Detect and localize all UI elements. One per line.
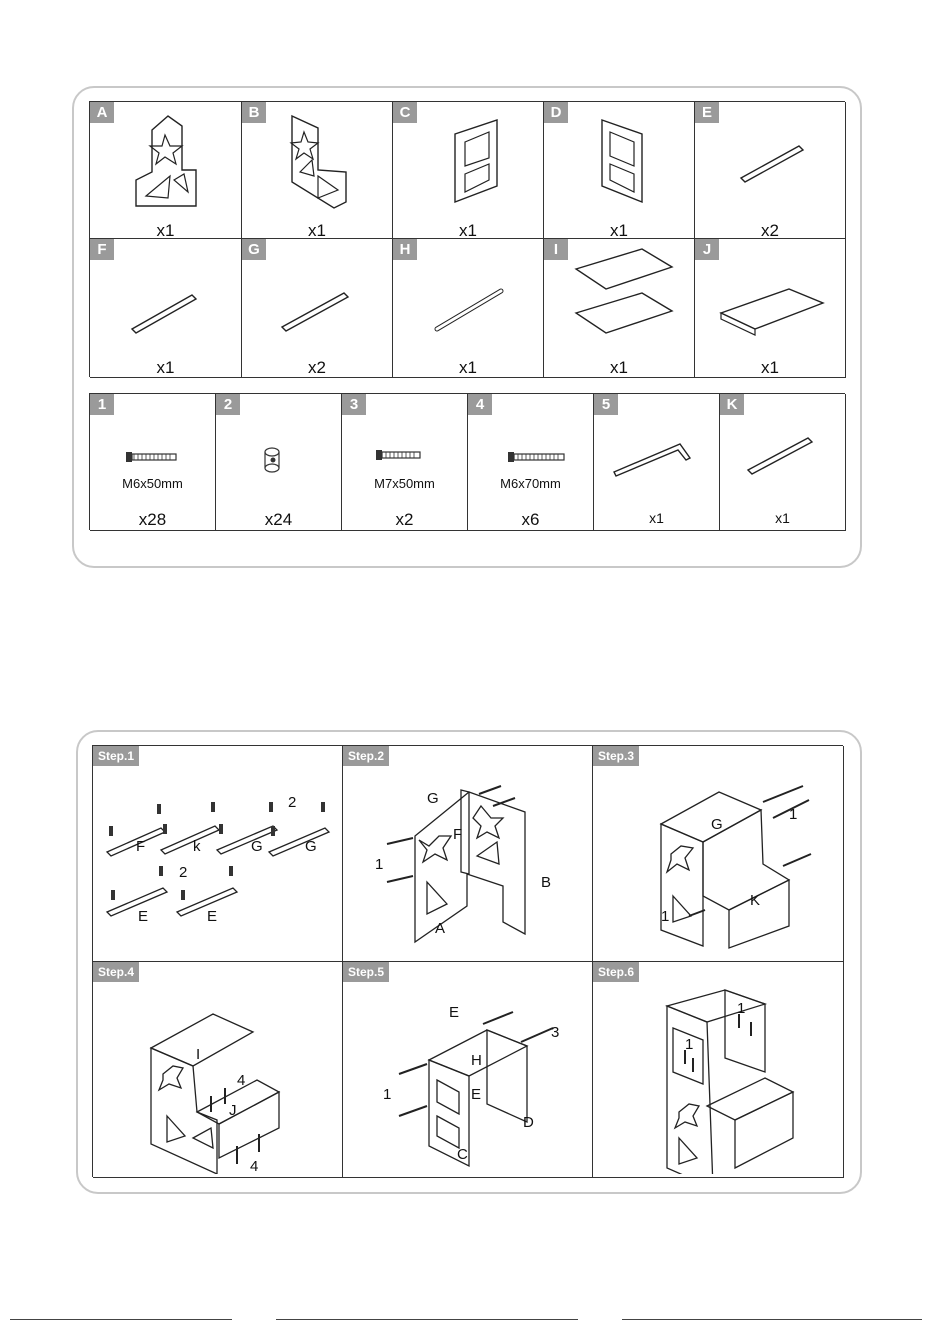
part-letter: J (695, 239, 719, 260)
hardware-grid (89, 393, 845, 530)
long-bolt-icon (468, 444, 594, 468)
part-qty: x1 (761, 358, 779, 377)
board-j-illustration (695, 251, 846, 361)
hardware-cell-1 (90, 394, 216, 531)
part-cell-b (242, 102, 393, 239)
hardware-qty: x6 (521, 510, 540, 529)
part-qty: x1 (156, 358, 175, 377)
steps-grid (92, 745, 843, 1177)
step-cell-5 (343, 962, 593, 1178)
step-label: H (471, 1052, 482, 1069)
hardware-cell-4 (468, 394, 594, 531)
end-panel-d-illustration (544, 110, 695, 220)
part-cell-f (90, 239, 242, 378)
part-letter: H (393, 239, 417, 260)
step-title: Step.1 (93, 746, 139, 766)
step-label: I (196, 1046, 201, 1063)
dowel-h-illustration (393, 251, 544, 361)
screw-icon (342, 442, 468, 466)
step-label: 4 (237, 1072, 246, 1089)
step-6-diagram (593, 988, 844, 1174)
step-label: 1 (737, 1000, 746, 1017)
hardware-cell-5 (594, 394, 720, 531)
part-letter: F (90, 239, 114, 260)
hardware-id: 3 (342, 394, 366, 415)
part-cell-e (695, 102, 846, 239)
rail-k-icon (720, 430, 846, 480)
part-qty: x1 (308, 221, 326, 240)
step-5-diagram (343, 988, 593, 1174)
step-label: C (457, 1146, 468, 1163)
part-qty: x1 (156, 221, 175, 240)
step-label: 1 (685, 1036, 694, 1053)
step-label: E (207, 908, 218, 925)
step-label: k (193, 838, 201, 855)
step-label: B (541, 874, 552, 891)
hardware-qty: x1 (649, 510, 664, 526)
step-title: Step.3 (593, 746, 639, 766)
step-label: F (136, 838, 146, 855)
step-label: G (305, 838, 317, 855)
step-1-diagram (93, 776, 343, 956)
step-label: 4 (250, 1158, 259, 1175)
part-qty: x1 (459, 358, 477, 377)
hardware-cell-3 (342, 394, 468, 531)
part-letter: G (242, 239, 266, 260)
step-cell-1 (93, 746, 343, 962)
step-label: A (435, 920, 446, 937)
step-label: K (750, 892, 761, 909)
step-title: Step.2 (343, 746, 389, 766)
step-label: 1 (383, 1086, 392, 1103)
hardware-qty: x2 (395, 510, 414, 529)
step-title: Step.4 (93, 962, 139, 982)
step-label: 3 (551, 1024, 560, 1041)
step-label: 1 (661, 908, 670, 925)
hardware-qty: x24 (264, 510, 293, 529)
step-3-diagram (593, 776, 844, 956)
rail-g-illustration (242, 251, 393, 361)
step-label: F (453, 826, 463, 843)
side-panel-a-illustration (90, 110, 242, 220)
boards-i-illustration (544, 241, 695, 357)
hardware-id: 4 (468, 394, 492, 415)
part-cell-h (393, 239, 544, 378)
part-qty: x1 (610, 358, 628, 377)
step-cell-2 (343, 746, 593, 962)
hardware-qty: x28 (138, 510, 167, 529)
step-cell-6 (593, 962, 844, 1178)
part-cell-c (393, 102, 544, 239)
footer-rule (10, 1319, 232, 1320)
step-label: E (471, 1086, 482, 1103)
step-title: Step.6 (593, 962, 639, 982)
hardware-spec: M6x70mm (500, 476, 561, 491)
step-title: Step.5 (343, 962, 389, 982)
hardware-id: 1 (90, 394, 114, 415)
step-label: E (138, 908, 149, 925)
hardware-qty: x1 (775, 510, 790, 526)
part-qty: x2 (761, 221, 779, 240)
part-letter: D (544, 102, 568, 123)
footer-rule (276, 1319, 578, 1320)
side-panel-b-illustration (242, 110, 393, 220)
hardware-id: K (720, 394, 744, 415)
step-label: G (251, 838, 263, 855)
rail-f-illustration (90, 251, 242, 361)
hardware-id: 2 (216, 394, 240, 415)
bolt-icon (90, 444, 216, 468)
step-label: 1 (789, 806, 798, 823)
hardware-cell-k (720, 394, 846, 531)
hardware-spec: M7x50mm (374, 476, 435, 491)
part-letter: C (393, 102, 417, 123)
step-label: D (523, 1114, 534, 1131)
hardware-cell-2 (216, 394, 342, 531)
part-cell-a (90, 102, 242, 239)
step-cell-4 (93, 962, 343, 1178)
rail-e-illustration (695, 110, 846, 220)
footer-rule (622, 1319, 922, 1320)
barrel-nut-icon (216, 444, 342, 474)
part-cell-d (544, 102, 695, 239)
hardware-spec: M6x50mm (122, 476, 183, 491)
end-panel-c-illustration (393, 110, 544, 220)
part-letter: E (695, 102, 719, 123)
step-label: 2 (179, 864, 188, 881)
part-qty: x2 (308, 358, 326, 377)
parts-grid (89, 101, 845, 377)
hardware-id: 5 (594, 394, 618, 415)
part-letter: B (242, 102, 266, 123)
allen-key-icon (594, 432, 720, 482)
part-letter: I (544, 239, 568, 260)
part-cell-j (695, 239, 846, 378)
step-label: 1 (375, 856, 384, 873)
part-cell-i (544, 239, 695, 378)
part-cell-g (242, 239, 393, 378)
part-qty: x1 (459, 221, 477, 240)
part-qty: x1 (610, 221, 628, 240)
step-4-diagram (93, 988, 343, 1174)
step-label: E (449, 1004, 460, 1021)
step-label: J (229, 1102, 237, 1119)
step-label: G (711, 816, 723, 833)
step-label: 2 (288, 794, 297, 811)
step-label: G (427, 790, 439, 807)
part-letter: A (90, 102, 114, 123)
step-cell-3 (593, 746, 844, 962)
